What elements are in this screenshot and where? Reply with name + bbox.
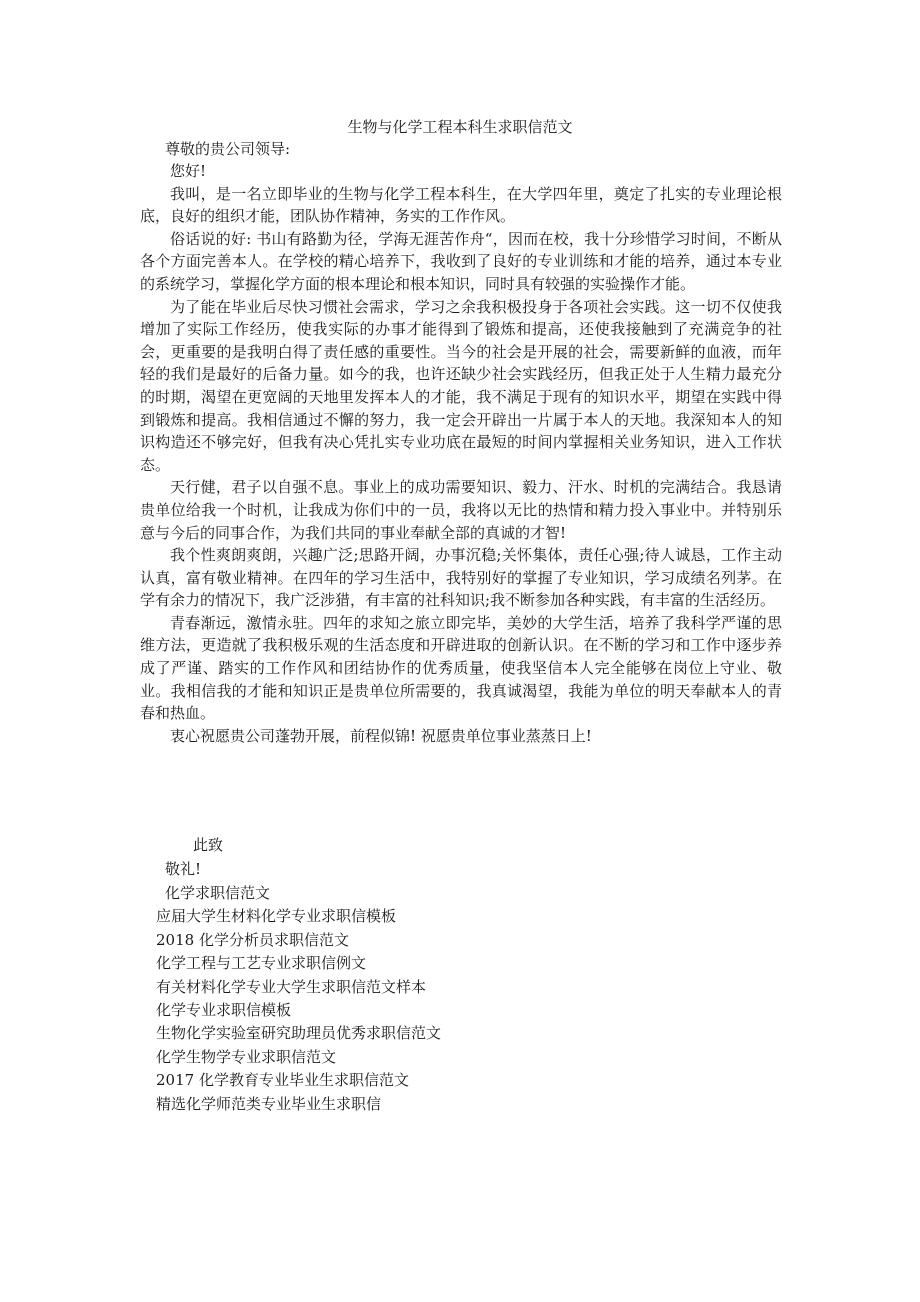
paragraph-2: 俗话说的好: 书山有路勤为径，学海无涯苦作舟“，因而在校，我十分珍惜学习时间，不断从各个方面完善本人。在学校的精心培养下，我收到了良好的专业训练和才能的培养，通过本专业的系统学习，掌握化学方面的根本理论和根本知识，同时具有较强的实验操作才能。 [140, 229, 782, 293]
related-link[interactable]: 化学专业求职信模板 [156, 1001, 292, 1020]
related-link[interactable]: 应届大学生材料化学专业求职信模板 [156, 907, 397, 926]
paragraph-1: 我叫，是一名立即毕业的生物与化学工程本科生，在大学四年里，奠定了扎实的专业理论根底，良好的组织才能，团队协作精神，务实的工作作风。 [140, 184, 782, 226]
related-links-list [156, 882, 441, 1116]
letter-body [140, 160, 782, 747]
related-link[interactable]: 精选化学师范类专业毕业生求职信 [156, 1094, 382, 1113]
paragraph-3: 为了能在毕业后尽快习惯社会需求，学习之余我积极投身于各项社会实践。这一切不仅使我增加了实际工作经历，使我实际的办事才能得到了锻炼和提高，还使我接触到了充满竞争的社会，更重要的是我明白得了责任感的重要性。当今的社会是开展的社会，需要新鲜的血液，而年轻的我们是最好的后备力量。如今的我，也许还缺少社会实践经历，但我正处于人生精力最充分的时期，渴望在更宽阔的天地里发挥本人的才能，我不满足于现有的知识水平，期望在实践中得到锻炼和提高。我相信通过不懈的努力，我一定会开辟出一片属于本人的天地。我深知本人的知识构造还不够完好，但我有决心凭扎实专业功底在最短的时间内掌握相关业务知识，进入工作状态。 [140, 297, 782, 474]
related-link[interactable]: 化学求职信范文 [165, 884, 271, 902]
greeting: 您好! [170, 162, 207, 180]
related-link[interactable]: 化学工程与工艺专业求职信例文 [156, 954, 367, 973]
related-link[interactable]: 2017 化学教育专业毕业生求职信范文 [156, 1071, 409, 1090]
closing-salute: 敬礼! [165, 860, 202, 878]
paragraph-7: 衷心祝愿贵公司蓬勃开展，前程似锦! 祝愿贵单位事业蒸蒸日上! [170, 726, 592, 745]
related-link[interactable]: 生物化学实验室研究助理员优秀求职信范文 [156, 1024, 442, 1043]
closing-phrase: 此致 [193, 836, 224, 854]
paragraph-5: 我个性爽朗爽朗，兴趣广泛;思路开阔，办事沉稳;关怀集体，责任心强;待人诚恳，工作主动认真，富有敬业精神。在四年的学习生活中，我特别好的掌握了专业知识，学习成绩名列茅。在学有余力的情况下，我广泛涉猎，有丰富的社科知识;我不断参加各种实践，有丰富的生活经历。 [140, 546, 782, 610]
related-link[interactable]: 有关材料化学专业大学生求职信范文样本 [156, 977, 427, 996]
related-link[interactable]: 2018 化学分析员求职信范文 [156, 930, 349, 949]
related-link[interactable]: 化学生物学专业求职信范文 [156, 1047, 337, 1066]
salutation: 尊敬的贵公司领导: [165, 140, 291, 158]
paragraph-4: 天行健，君子以自强不息。事业上的成功需要知识、毅力、汗水、时机的完满结合。我恳请贵单位给我一个时机，让我成为你们中的一员，我将以无比的热情和精力投入事业中。并特别乐意与今后的同事合作，为我们共同的事业奉献全部的真诚的才智! [140, 478, 782, 542]
paragraph-6: 青春渐远，激情永驻。四年的求知之旅立即完毕，美妙的大学生活，培养了我科学严谨的思维方法，更造就了我积极乐观的生活态度和开辟进取的创新认识。在不断的学习和工作中逐步养成了严谨、踏实的工作作风和团结协作的优秀质量，使我坚信本人完全能够在岗位上守业、敬业。我相信我的才能和知识正是贵单位所需要的，我真诚渴望，我能为单位的明天奉献本人的青春和热血。 [140, 613, 782, 723]
document-title: 生物与化学工程本科生求职信范文 [347, 118, 573, 136]
